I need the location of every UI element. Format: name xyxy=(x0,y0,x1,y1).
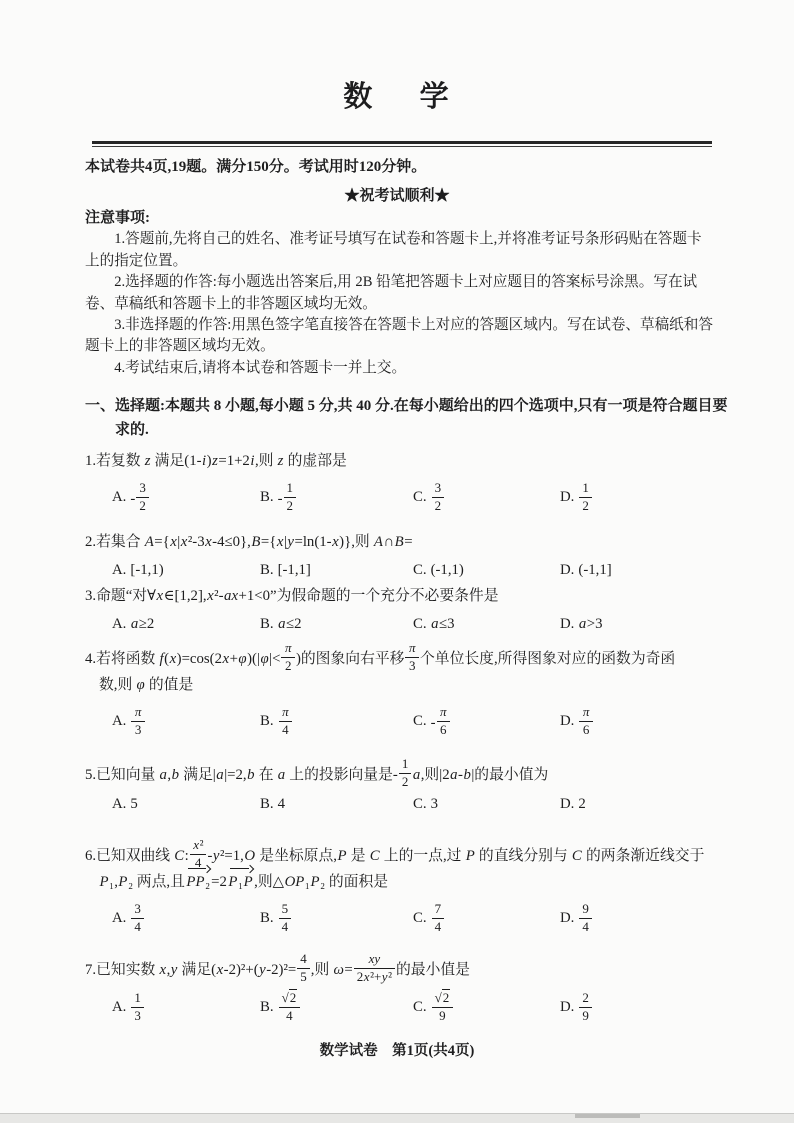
question-7-option-c xyxy=(413,991,560,1023)
question-1-option-d xyxy=(560,481,714,513)
option-value: $\frac{\pi}{4}$ xyxy=(278,705,294,737)
option-value: 2 xyxy=(578,796,586,813)
question-5-option-c xyxy=(413,796,560,813)
option-label: C. xyxy=(413,488,427,505)
option-value: [-1,1] xyxy=(277,562,311,578)
option-value: $\frac{9}{4}$ xyxy=(578,902,593,934)
questions xyxy=(85,0,728,1123)
option-label: B. xyxy=(260,488,274,505)
page-title: 数 学 xyxy=(343,81,451,113)
option-value: (-1,1) xyxy=(430,562,464,578)
exam-info-line: 本试卷共4页,19题。满分150分。考试用时120分钟。 xyxy=(85,159,427,175)
question-5-option-b xyxy=(260,796,413,813)
question-5-options xyxy=(85,796,714,813)
option-value: $\frac{1}{2}$ xyxy=(578,481,593,513)
option-value: a≥2 xyxy=(130,616,155,632)
option-label: C. xyxy=(413,796,427,813)
option-value: - $\frac{3}{2}$ xyxy=(130,481,149,513)
question-7-option-a xyxy=(112,991,260,1023)
option-value: $\frac{1}{3}$ xyxy=(130,991,145,1023)
option-label: D. xyxy=(560,712,575,729)
question-7-option-d xyxy=(560,991,714,1023)
question-4-stem-line-1: 4.若将函数 f(x)=cos(2x+φ)(|φ|< $\frac{\pi}{2}$ )的图象向右平移 $\frac{\pi}{3}$ 个单位长度,所得图象对应的函数为奇函 xyxy=(85,640,676,673)
notice-item-1: 1.答题前,先将自己的姓名、准考证号填写在试卷和答题卡上,并将准考证号条形码贴在答题卡上的指定位置。 xyxy=(85,231,702,269)
option-label: A. xyxy=(112,712,127,729)
option-label: B. xyxy=(260,796,274,813)
question-4-option-b xyxy=(260,705,413,737)
question-1-stem-line-1: 1.若复数 z 满足(1-i)z=1+2i,则 z 的虚部是 xyxy=(85,453,347,469)
option-value: - $\frac{\pi}{6}$ xyxy=(431,705,451,737)
question-5-option-a xyxy=(112,796,260,813)
page-footer: 数学试卷 第1页(共4页) xyxy=(319,1043,475,1059)
option-label: B. xyxy=(260,909,274,926)
question-7-option-b xyxy=(260,991,413,1023)
option-value: $\frac{2}{9}$ xyxy=(578,991,593,1023)
option-label: C. xyxy=(413,909,427,926)
notices-heading: 注意事项: xyxy=(85,210,150,226)
option-value: $\frac{3}{4}$ xyxy=(130,902,145,934)
option-label: A. xyxy=(112,998,127,1015)
question-3-option-b xyxy=(260,616,413,633)
section-heading-line-2: 求的. xyxy=(115,421,149,438)
question-6-option-a xyxy=(112,902,260,934)
question-4 xyxy=(85,641,714,737)
option-label: A. xyxy=(112,796,127,813)
option-label: C. xyxy=(413,712,427,729)
option-label: D. xyxy=(560,998,575,1015)
question-2 xyxy=(85,530,714,579)
notice-item-2: 2.选择题的作答:每小题选出答案后,用 2B 铅笔把答题卡上对应题目的答案标号涂黑。写在试卷、草稿纸和答题卡上的非答题区域均无效。 xyxy=(85,274,698,312)
question-6-stem-line-2: P₁,P₂ 两点,且 PP₂=2 P₁P ,则△OP₁P₂ 的面积是 xyxy=(85,870,714,895)
option-label: C. xyxy=(413,616,427,632)
question-7-stem-line-1: 7.已知实数 x,y 满足(x-2)²+(y-2)²= $\frac{4}{5}$ ,则 ω= $\frac{xy}{\text{2x²+y²}}$ 的最小值是 xyxy=(85,951,470,984)
option-label: D. xyxy=(560,562,575,578)
option-label: B. xyxy=(260,712,274,729)
option-label: D. xyxy=(560,796,575,813)
question-7-options xyxy=(85,991,714,1023)
question-3 xyxy=(85,584,714,633)
question-1-option-a xyxy=(112,481,260,513)
option-value: $\frac{√2}{4}$ xyxy=(278,991,302,1023)
section-heading-line-1: 一、选择题:本题共 8 小题,每小题 5 分,共 40 分.在每小题给出的四个选项中,只有一项是符合题目要 xyxy=(85,398,728,414)
question-2-option-d xyxy=(560,562,714,579)
scan-edge-artifact xyxy=(0,1113,794,1123)
question-5-option-d xyxy=(560,796,714,813)
exam-wish-line: ★祝考试顺利★ xyxy=(344,188,450,204)
option-value: a≤3 xyxy=(431,616,455,632)
option-value: a>3 xyxy=(578,616,603,632)
question-6-options xyxy=(85,902,714,934)
option-label: A. xyxy=(112,562,127,578)
question-4-option-a xyxy=(112,705,260,737)
question-2-option-a xyxy=(112,562,260,579)
question-2-options xyxy=(85,562,714,579)
option-label: C. xyxy=(413,562,427,578)
option-value: $\frac{5}{4}$ xyxy=(278,902,293,934)
question-7 xyxy=(85,952,714,1023)
question-6-option-b xyxy=(260,902,413,934)
question-1-option-c xyxy=(413,481,560,513)
question-4-options xyxy=(85,705,714,737)
question-6 xyxy=(85,838,714,934)
option-label: A. xyxy=(112,909,127,926)
question-1 xyxy=(85,449,714,513)
question-3-options xyxy=(85,616,714,633)
question-4-option-c xyxy=(413,705,560,737)
question-3-option-d xyxy=(560,616,714,633)
question-4-stem-line-2: 数,则 φ 的值是 xyxy=(99,677,194,694)
question-6-stem-line-1: 6.已知双曲线 C: $\frac{\text{x²}}{4}$ -y²=1,O 是坐标原点,P 是 C 上的一点,过 P 的直线分别与 C 的两条渐近线交于 xyxy=(85,837,705,870)
option-value: 5 xyxy=(130,796,138,813)
question-1-options xyxy=(85,481,714,513)
question-1-option-b xyxy=(260,481,413,513)
option-label: B. xyxy=(260,616,274,632)
option-value: $\frac{\pi}{3}$ xyxy=(130,705,146,737)
notice-item-4: 4.考试结束后,请将本试卷和答题卡一并上交。 xyxy=(114,359,407,376)
option-value: [-1,1) xyxy=(130,562,164,578)
notice-item-3: 3.非选择题的作答:用黑色签字笔直接答在答题卡上对应的答题区域内。写在试卷、草稿纸和答题卡上的非答题区域均无效。 xyxy=(85,317,713,355)
option-label: D. xyxy=(560,909,575,926)
question-2-stem-line-1: 2.若集合 A={x|x²-3x-4≤0},B={x|y=ln(1-x)},则 A∩B= xyxy=(85,534,413,550)
question-3-option-a xyxy=(112,616,260,633)
option-label: A. xyxy=(112,488,127,505)
option-label: B. xyxy=(260,998,274,1015)
option-value: (-1,1] xyxy=(578,562,612,578)
option-label: D. xyxy=(560,488,575,505)
question-5 xyxy=(85,757,714,813)
option-value: $\frac{\pi}{6}$ xyxy=(578,705,594,737)
question-5-stem-line-1: 5.已知向量 a,b 满足|a|=2,b 在 a 上的投影向量是- $\frac{1}{2}$ a,则|2a-b|的最小值为 xyxy=(85,756,549,789)
option-value: - $\frac{1}{2}$ xyxy=(278,481,297,513)
option-value: 3 xyxy=(430,796,438,813)
option-label: D. xyxy=(560,616,575,632)
question-3-option-c xyxy=(413,616,560,633)
option-value: $\frac{7}{4}$ xyxy=(431,902,446,934)
question-6-option-d xyxy=(560,902,714,934)
option-label: C. xyxy=(413,998,427,1015)
question-3-stem-line-1: 3.命题“对∀x∈[1,2],x²-ax+1<0”为假命题的一个充分不必要条件是 xyxy=(85,588,499,604)
question-2-option-c xyxy=(413,562,560,579)
question-4-option-d xyxy=(560,705,714,737)
question-2-option-b xyxy=(260,562,413,579)
option-value: 4 xyxy=(277,796,285,813)
question-6-option-c xyxy=(413,902,560,934)
option-value: a≤2 xyxy=(278,616,302,632)
option-label: A. xyxy=(112,616,127,632)
option-value: $\frac{3}{2}$ xyxy=(431,481,446,513)
option-value: $\frac{√2}{9}$ xyxy=(431,991,455,1023)
option-label: B. xyxy=(260,562,274,578)
